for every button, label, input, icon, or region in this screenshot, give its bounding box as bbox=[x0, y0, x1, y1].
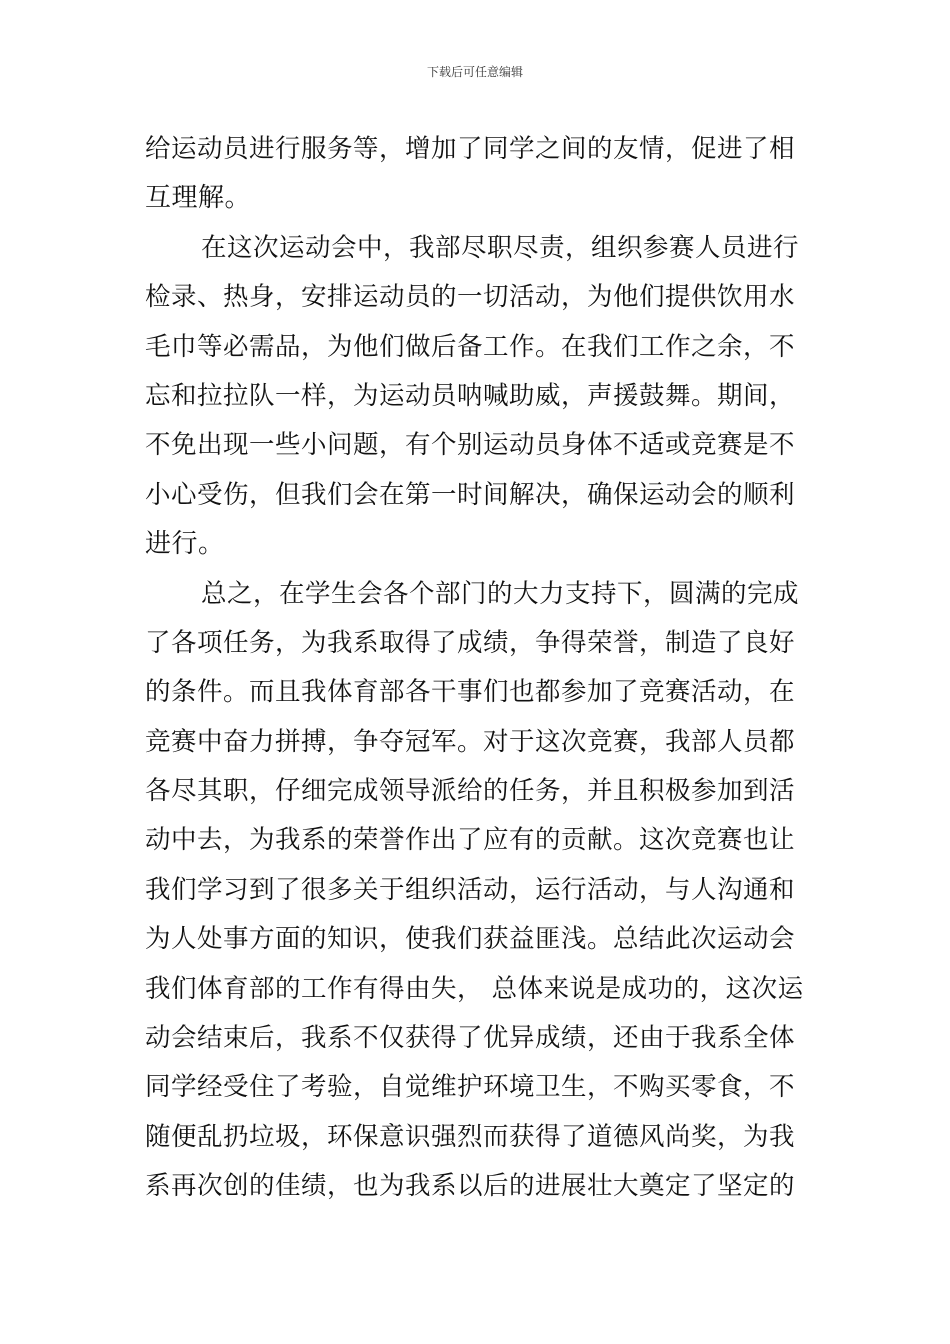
text-line: 小心受伤，但我们会在第一时间解决，确保运动会的顺利 bbox=[145, 479, 796, 510]
text-line: 同学经受住了考验，自觉维护环境卫生，不购买零食，不 bbox=[145, 1072, 796, 1103]
text-line: 各尽其职，仔细完成领导派给的任务，并且积极参加到活 bbox=[145, 776, 796, 807]
text-line: 我们学习到了很多关于组织活动，运行活动，与人沟通和 bbox=[145, 874, 796, 905]
text-line: 系再次创的佳绩，也为我系以后的进展壮大奠定了坚定的 bbox=[145, 1171, 796, 1202]
page-header: 下载后可任意编辑 bbox=[426, 65, 523, 79]
text-line: 总之，在学生会各个部门的大力支持下，圆满的完成 bbox=[201, 578, 800, 609]
text-line: 不免出现一些小问题，有个别运动员身体不适或竞赛是不 bbox=[145, 430, 796, 461]
text-line: 动中去，为我系的荣誉作出了应有的贡献。这次竞赛也让 bbox=[145, 825, 796, 856]
text-line: 忘和拉拉队一样，为运动员呐喊助威，声援鼓舞。期间， bbox=[145, 380, 796, 411]
text-line: 竞赛中奋力拼搏，争夺冠军。对于这次竞赛，我部人员都 bbox=[145, 726, 796, 757]
text-line: 的条件。而且我体育部各干事们也都参加了竞赛活动，在 bbox=[145, 677, 796, 708]
document-body bbox=[145, 125, 807, 1212]
text-line: 给运动员进行服务等，增加了同学之间的友情，促进了相 bbox=[145, 134, 796, 164]
text-line: 在这次运动会中，我部尽职尽责，组织参赛人员进行 bbox=[201, 232, 800, 263]
text-line: 为人处事方面的知识，使我们获益匪浅。总结此次运动会 bbox=[145, 924, 796, 955]
text-line: 进行。 bbox=[145, 529, 225, 560]
text-line: 检录、热身，安排运动员的一切活动，为他们提供饮用水 bbox=[145, 282, 796, 313]
text-line: 随便乱扔垃圾，环保意识强烈而获得了道德风尚奖，为我 bbox=[145, 1121, 796, 1152]
text-line: 我们体育部的工作有得由失， 总体来说是成功的，这次运 bbox=[145, 973, 804, 1004]
text-line: 互理解。 bbox=[145, 183, 252, 214]
text-line: 动会结束后，我系不仅获得了优异成绩，还由于我系全体 bbox=[145, 1023, 796, 1054]
text-line: 了各项任务，为我系取得了成绩，争得荣誉，制造了良好 bbox=[145, 627, 796, 658]
text-line: 毛巾等必需品，为他们做后备工作。在我们工作之余，不 bbox=[145, 331, 796, 362]
